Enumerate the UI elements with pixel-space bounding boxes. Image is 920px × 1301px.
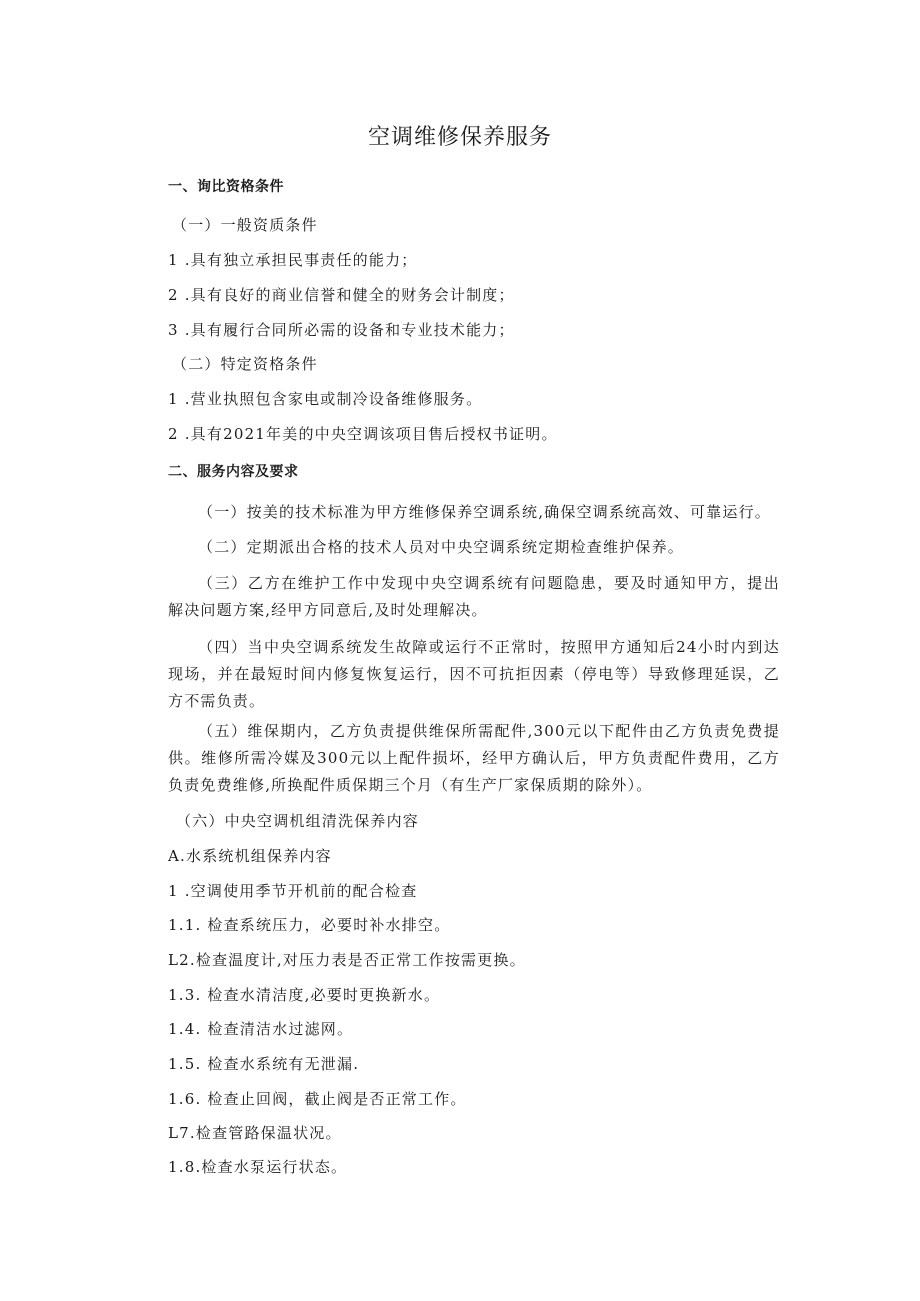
section-heading-service: 二、服务内容及要求 — [168, 464, 299, 480]
special-qualification-item: 1 .营业执照包含家电或制冷设备维修服务。 — [168, 390, 483, 408]
check-item: L7.检查管路保温状况。 — [168, 1124, 342, 1142]
check-item: 1.5. 检查水系统有无泄漏. — [168, 1055, 360, 1073]
general-qualification-item: 3 .具有履行合同所必需的设备和专业技术能力； — [168, 321, 515, 339]
pre-season-check-item: 1 .空调使用季节开机前的配合检查 — [168, 882, 418, 900]
cleaning-section-label: （六）中央空调机组清洗保养内容 — [176, 812, 420, 830]
service-paragraph: （一）按美的技术标准为甲方维修保养空调系统,确保空调系统高效、可靠运行。 — [198, 503, 771, 521]
check-item: 1.8.检查水泵运行状态。 — [168, 1158, 348, 1176]
check-item: 1.4. 检查清洁水过滤网。 — [168, 1020, 354, 1038]
check-item: L2.检查温度计,对压力表是否正常工作按需更换。 — [168, 951, 526, 969]
service-paragraph: （四）当中央空调系统发生故障或运行不正常时，按照甲方通知后24小时内到达现场，并在最短时间内修复恢复运行，因不可抗拒因素（停电等）导致修理延误，乙方不需负责。 — [168, 638, 780, 710]
special-qualification-item: 2 .具有2021年美的中央空调该项目售后授权书证明。 — [168, 425, 558, 443]
general-qualification-item: 2 .具有良好的商业信誉和健全的财务会计制度； — [168, 286, 515, 304]
water-system-subsection: A.水系统机组保养内容 — [168, 847, 332, 865]
general-qualification-item: 1 .具有独立承担民事责任的能力； — [168, 251, 418, 269]
check-item: 1.6. 检查止回阀，截止阀是否正常工作。 — [168, 1090, 467, 1108]
service-paragraph: （二）定期派出合格的技术人员对中央空调系统定期检查维护保养。 — [198, 538, 685, 556]
general-qualification-label: （一）一般资质条件 — [172, 216, 318, 234]
check-item: 1.1. 检查系统压力，必要时补水排空。 — [168, 916, 451, 934]
section-heading-qualifications: 一、询比资格条件 — [168, 179, 284, 195]
special-qualification-label: （二）特定资格条件 — [172, 355, 318, 373]
service-paragraph: （三）乙方在维护工作中发现中央空调系统有问题隐患，要及时通知甲方，提出解决问题方案,经甲方同意后,及时处理解决。 — [168, 574, 780, 619]
service-paragraph: （五）维保期内，乙方负责提供维保所需配件,300元以下配件由乙方负责免费提供。维修所需冷媒及300元以上配件损坏，经甲方确认后，甲方负责配件费用，乙方负责免费维修,所换配件质保期三个月（有生产厂家保质期的除外）。 — [168, 722, 780, 794]
document-title: 空调维修保养服务 — [367, 125, 552, 150]
check-item: 1.3. 检查水清洁度,必要时更换新水。 — [168, 986, 441, 1004]
